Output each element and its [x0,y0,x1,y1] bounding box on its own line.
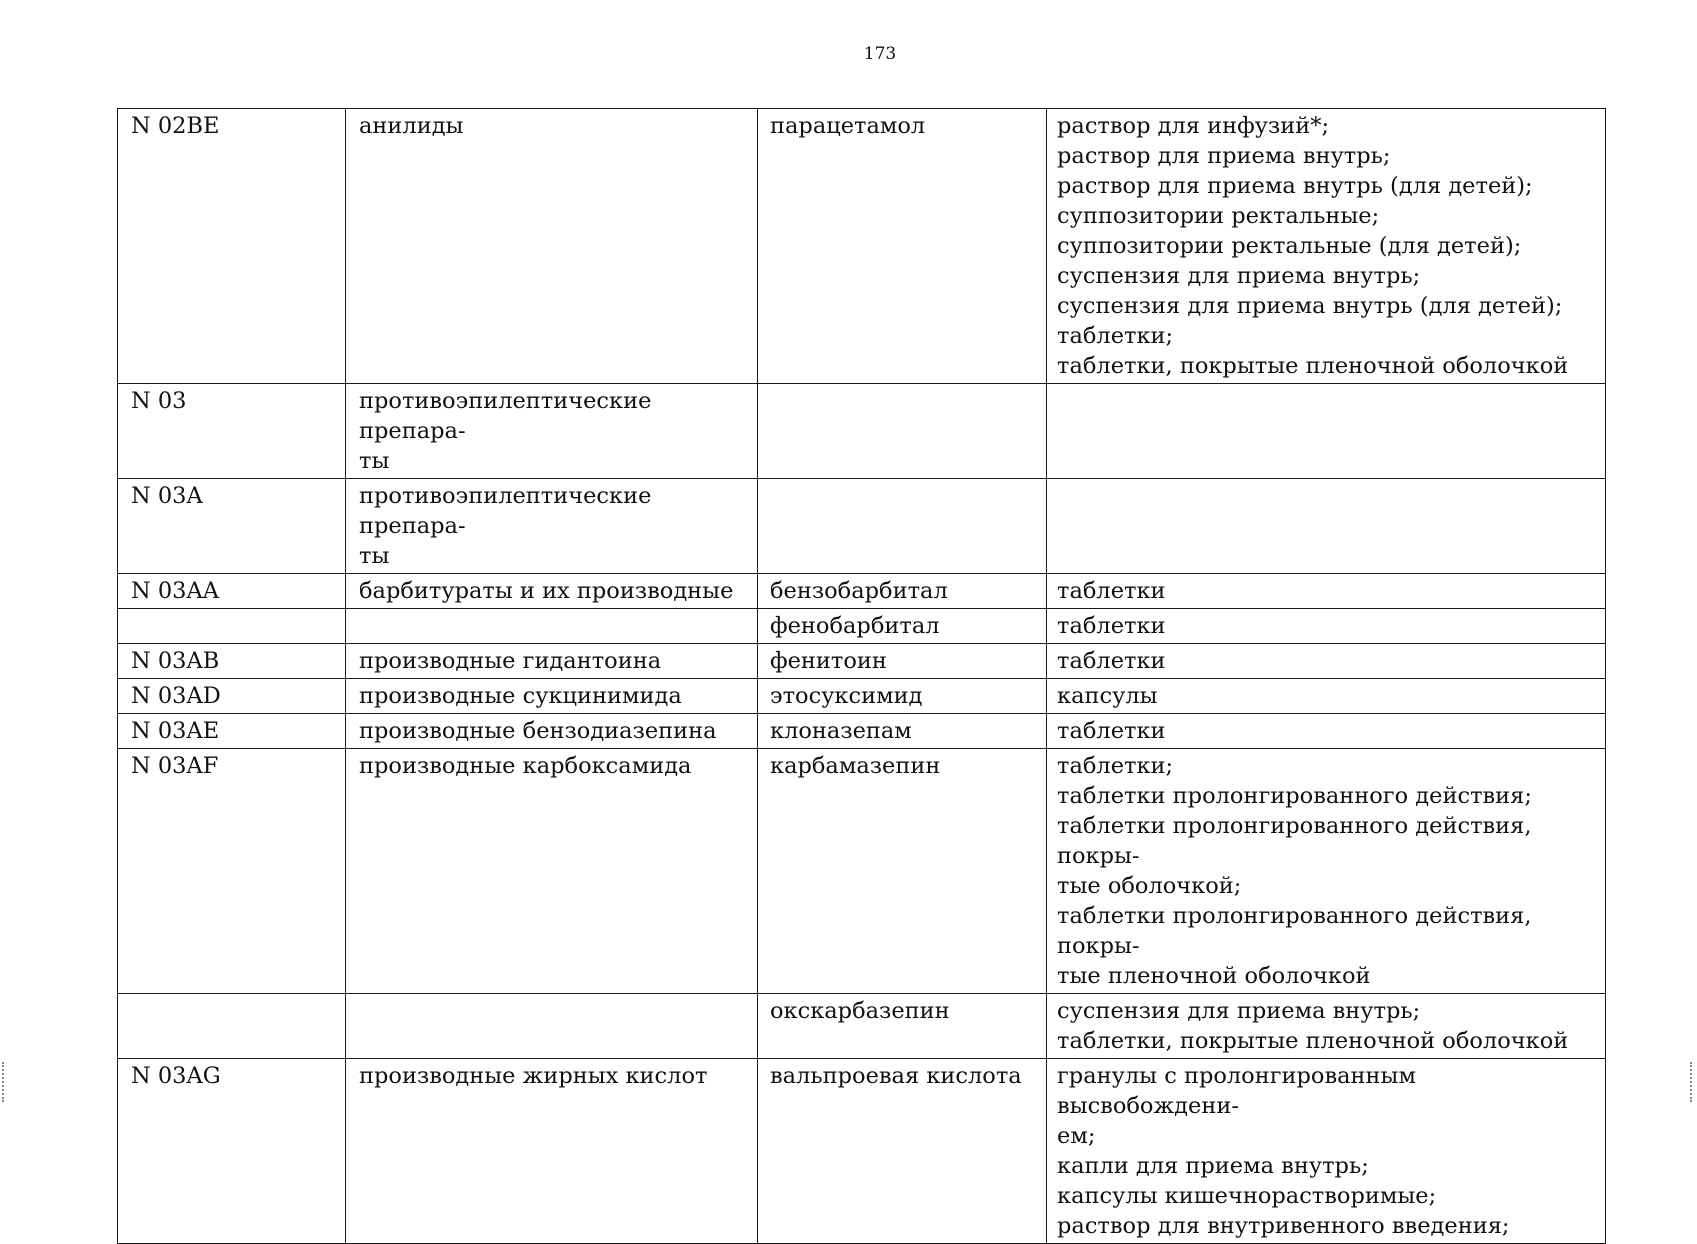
table-row [118,644,1606,679]
dosage-forms-cell [1047,644,1606,679]
dosage-form-line: таблетки [1057,578,1166,604]
scan-edge-mark-left [2,1062,6,1102]
pharmacological-group-cell [346,714,758,749]
substance-cell: фенитоин [758,644,1047,679]
dosage-form-line: раствор для приема внутрь; [1057,143,1391,169]
dosage-form-line: таблетки [1057,613,1166,639]
pharmacological-group-cell [346,1059,758,1244]
group-line: производные бензодиазепина [359,718,717,744]
substance-cell: карбамазепин [758,749,1047,994]
atc-code-cell: N 03AG [118,1059,346,1244]
dosage-form-line: таблетки пролонгированного действия, покры- [1057,813,1532,869]
group-line: производные сукцинимида [359,683,682,709]
table-row [118,714,1606,749]
substance-cell: окскарбазепин [758,994,1047,1059]
dosage-forms-cell [1047,609,1606,644]
dosage-form-line: суспензия для приема внутрь; [1057,998,1421,1024]
dosage-forms-cell [1047,749,1606,994]
table-row [118,574,1606,609]
table-row [118,994,1606,1059]
dosage-form-line: таблетки пролонгированного действия, покры- [1057,903,1532,959]
table-row [118,609,1606,644]
dosage-form-line: тые оболочкой; [1057,873,1242,899]
substance-cell [758,479,1047,574]
atc-code-cell [118,609,346,644]
scan-edge-mark-right [1690,1062,1694,1102]
dosage-form-line: таблетки пролонгированного действия; [1057,783,1532,809]
group-line: противоэпилептические препара- [359,388,652,444]
dosage-forms-cell [1047,714,1606,749]
pharmacological-group-cell [346,679,758,714]
dosage-forms-cell [1047,679,1606,714]
atc-code-cell: N 03 [118,384,346,479]
dosage-forms-cell [1047,479,1606,574]
group-line: производные жирных кислот [359,1063,708,1089]
atc-code-cell: N 03AD [118,679,346,714]
dosage-forms-cell [1047,994,1606,1059]
dosage-form-line: раствор для инфузий*; [1057,113,1330,139]
group-line: производные гидантоина [359,648,662,674]
atc-code-cell: N 02BE [118,109,346,384]
pharmacological-group-cell [346,749,758,994]
dosage-forms-cell [1047,109,1606,384]
atc-code-cell: N 03AA [118,574,346,609]
substance-cell: этосуксимид [758,679,1047,714]
drug-table-body [118,109,1606,1244]
table-row [118,479,1606,574]
substance-cell: бензобарбитал [758,574,1047,609]
dosage-form-line: гранулы с пролонгированным высвобождени- [1057,1063,1416,1119]
dosage-form-line: суппозитории ректальные (для детей); [1057,233,1522,259]
dosage-form-line: таблетки; [1057,323,1174,349]
dosage-form-line: раствор для внутривенного введения; [1057,1213,1510,1239]
substance-cell: фенобарбитал [758,609,1047,644]
dosage-forms-cell [1047,574,1606,609]
atc-code-cell [118,994,346,1059]
pharmacological-group-cell [346,994,758,1059]
dosage-forms-cell [1047,1059,1606,1244]
substance-cell: вальпроевая кислота [758,1059,1047,1244]
table-row [118,384,1606,479]
dosage-form-line: таблетки; [1057,753,1174,779]
group-line: анилиды [359,113,464,139]
group-line: производные карбоксамида [359,753,692,779]
dosage-form-line: тые пленочной оболочкой [1057,963,1371,989]
substance-cell: клоназепам [758,714,1047,749]
dosage-form-line: таблетки [1057,718,1166,744]
atc-code-cell: N 03AB [118,644,346,679]
table-row [118,1059,1606,1244]
atc-code-cell: N 03AF [118,749,346,994]
dosage-form-line: суппозитории ректальные; [1057,203,1380,229]
table-row [118,679,1606,714]
pharmacological-group-cell [346,644,758,679]
dosage-form-line: капли для приема внутрь; [1057,1153,1369,1179]
dosage-form-line: раствор для приема внутрь (для детей); [1057,173,1533,199]
pharmacological-group-cell [346,109,758,384]
group-line: ты [359,543,390,569]
dosage-form-line: ем; [1057,1123,1096,1149]
drug-table [117,108,1606,1244]
atc-code-cell: N 03A [118,479,346,574]
dosage-form-line: таблетки, покрытые пленочной оболочкой [1057,1028,1569,1054]
dosage-form-line: суспензия для приема внутрь (для детей); [1057,293,1563,319]
group-line: ты [359,448,390,474]
pharmacological-group-cell [346,574,758,609]
table-row [118,749,1606,994]
dosage-form-line: капсулы [1057,683,1158,709]
dosage-form-line: таблетки [1057,648,1166,674]
page-number: 173 [863,44,897,64]
pharmacological-group-cell [346,479,758,574]
dosage-form-line: таблетки, покрытые пленочной оболочкой [1057,353,1569,379]
table-row [118,109,1606,384]
pharmacological-group-cell [346,384,758,479]
substance-cell: парацетамол [758,109,1047,384]
pharmacological-group-cell [346,609,758,644]
atc-code-cell: N 03AE [118,714,346,749]
dosage-form-line: капсулы кишечнорастворимые; [1057,1183,1437,1209]
group-line: барбитураты и их производные [359,578,734,604]
dosage-forms-cell [1047,384,1606,479]
dosage-form-line: суспензия для приема внутрь; [1057,263,1421,289]
substance-cell [758,384,1047,479]
group-line: противоэпилептические препара- [359,483,652,539]
